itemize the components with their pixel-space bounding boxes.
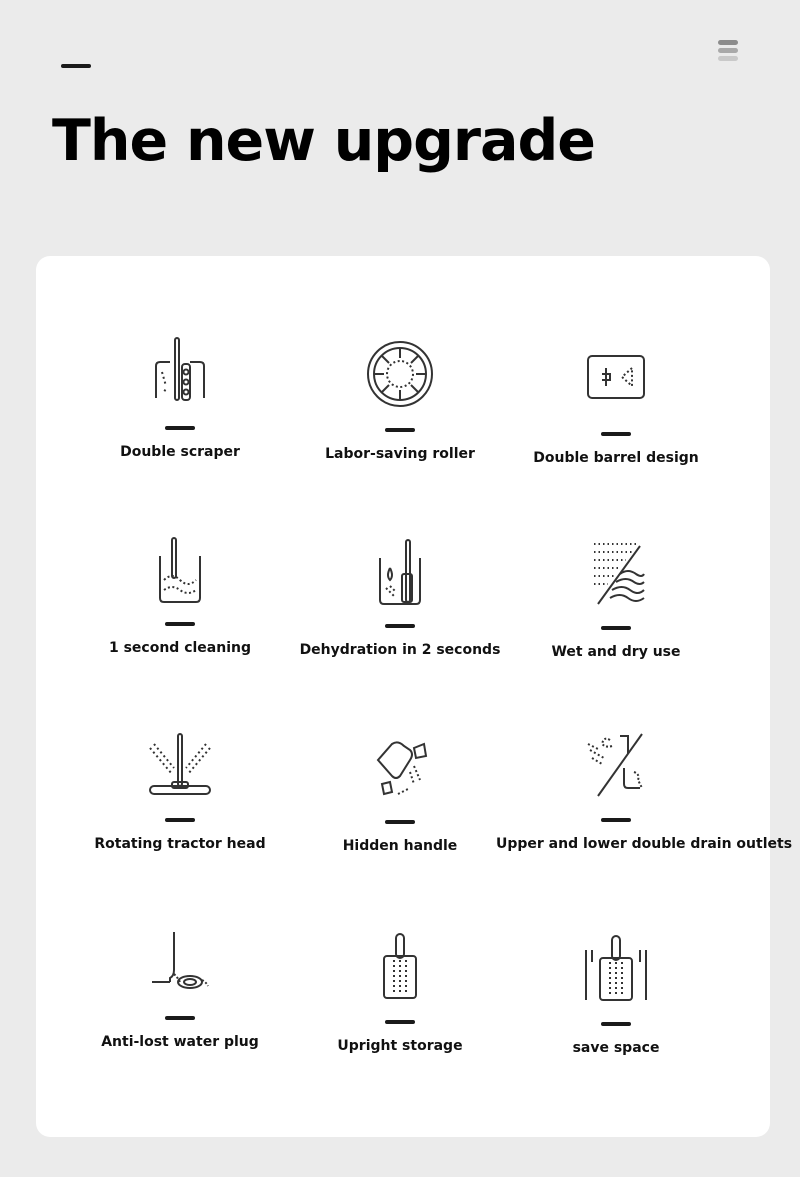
feature-hidden-handle	[280, 730, 520, 900]
header-dash	[61, 64, 91, 68]
features-card	[36, 256, 793, 1137]
upright-storage-icon	[364, 930, 436, 1002]
water-plug-icon	[144, 926, 216, 998]
feature-label: Double barrel design	[533, 450, 699, 466]
double-scraper-icon	[144, 336, 216, 408]
feature-label: Upper and lower double drain outlets	[496, 836, 793, 852]
feature-label: Anti-lost water plug	[101, 1034, 259, 1050]
feature-dehydration	[280, 534, 520, 704]
feature-label: Double scraper	[120, 444, 240, 460]
feature-wet-dry	[496, 536, 736, 706]
drain-outlets-icon	[580, 728, 652, 800]
feature-label: Dehydration in 2 seconds	[299, 642, 501, 658]
feature-double-scraper	[60, 336, 300, 506]
rotating-head-icon	[144, 728, 216, 800]
page-title: The new upgrade	[52, 108, 595, 174]
wet-dry-icon	[580, 536, 652, 608]
roller-icon	[364, 338, 436, 410]
feature-label: Rotating tractor head	[94, 836, 266, 852]
feature-save-space	[496, 932, 736, 1102]
save-space-icon	[580, 932, 652, 1004]
bucket-cleaning-icon	[144, 532, 216, 604]
feature-label: Upright storage	[337, 1038, 463, 1054]
feature-1-second-cleaning	[60, 532, 300, 702]
feature-upright-storage	[280, 930, 520, 1100]
feature-label: Labor-saving roller	[325, 446, 475, 462]
feature-double-barrel	[496, 342, 736, 512]
feature-label: Wet and dry use	[551, 644, 681, 660]
double-barrel-icon	[580, 342, 652, 414]
feature-label: save space	[572, 1040, 660, 1056]
feature-rotating-head	[60, 728, 300, 898]
dehydration-icon	[364, 534, 436, 606]
feature-label: 1 second cleaning	[108, 640, 252, 656]
feature-label: Hidden handle	[342, 838, 458, 854]
hidden-handle-icon	[364, 730, 436, 802]
feature-drain-outlets	[496, 728, 793, 898]
menu-icon[interactable]	[718, 40, 738, 66]
feature-water-plug	[60, 926, 300, 1096]
feature-labor-saving-roller	[280, 338, 520, 508]
